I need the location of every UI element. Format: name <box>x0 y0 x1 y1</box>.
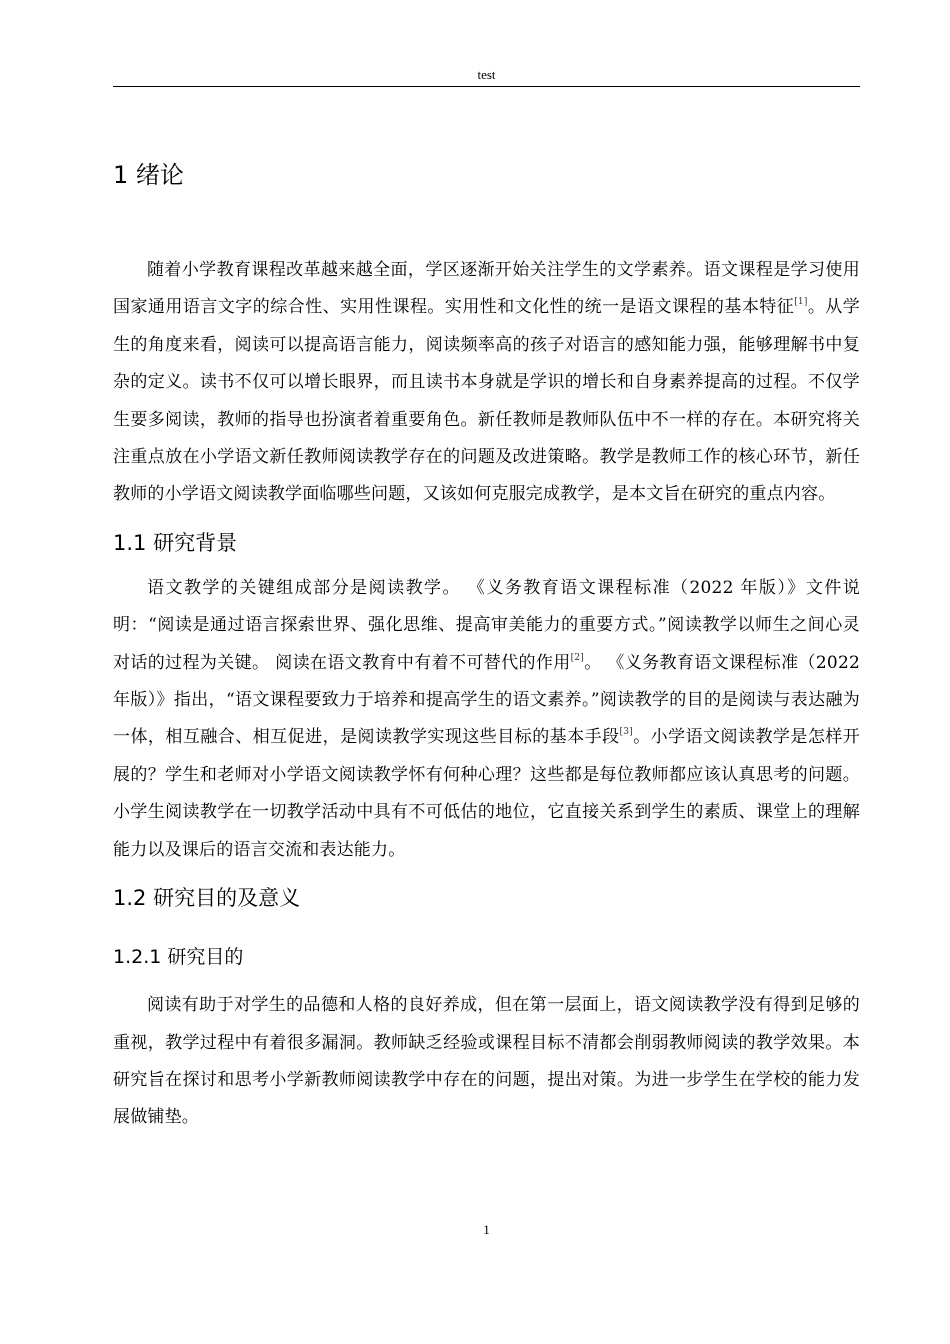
page-number: 1 <box>483 1222 490 1237</box>
section-1-2-title: 1.2 研究目的及意义 <box>113 886 301 911</box>
intro-paragraph <box>113 252 860 514</box>
intro-text-b: 。从学生的角度来看，阅读可以提高语言能力，阅读频率高的孩子对语言的感知能力强，能够理解书中复杂的定义。读书不仅可以增长眼界，而且读书本身就是学识的增长和自身素养提高的过程。不仅学生要多阅读，教师的指导也扮演者着重要角色。新任教师是教师队伍中不一样的存在。本研究将关注重点放在小学语文新任教师阅读教学存在的问题及改进策略。教学是教师工作的核心环节，新任教师的小学语文阅读教学面临哪些问题，又该如何克服完成教学，是本文旨在研究的重点内容。 <box>113 297 860 505</box>
citation-3: [3] <box>619 727 633 738</box>
purpose-paragraph: 阅读有助于对学生的品德和人格的良好养成，但在第一层面上，语文阅读教学没有得到足够的重视，教学过程中有着很多漏洞。教师缺乏经验或课程目标不清都会削弱教师阅读的教学效果。本研究旨在探讨和思考小学新教师阅读教学中存在的问题，提出对策。为进一步学生在学校的能力发展做铺垫。 <box>113 995 860 1128</box>
citation-2: [2] <box>570 652 585 663</box>
header-rule <box>113 86 860 87</box>
background-text-a: 语文教学的关键组成部分是阅读教学。 《义务教育语文课程标准（2022 年版）》文件说明：“阅读是通过语言探索世界、强化思维、提高审美能力的重要方式。”阅读教学以师生之间心灵对话的过程为关键。 阅读在语文教育中有着不可替代的作用 <box>113 577 860 673</box>
section-1-2-1-title: 1.2.1 研究目的 <box>113 946 244 969</box>
background-paragraph <box>113 570 860 869</box>
document-body <box>113 150 860 1137</box>
intro-text-a: 随着小学教育课程改革越来越全面，学区逐渐开始关注学生的文学素养。语文课程是学习使用国家通用语言文字的综合性、实用性课程。实用性和文化性的统一是语文课程的基本特征 <box>113 260 860 318</box>
chapter-title: 1 绪论 <box>113 161 184 189</box>
page-header: test <box>477 67 496 82</box>
background-text-c: 。小学语文阅读教学是怎样开展的？学生和老师对小学语文阅读教学怀有何种心理？这些都是每位教师都应该认真思考的问题。小学生阅读教学在一切教学活动中具有不可低估的地位，它直接关系到学生的素质、课堂上的理解能力以及课后的语言交流和表达能力。 <box>113 727 860 860</box>
section-1-1-title: 1.1 研究背景 <box>113 530 238 555</box>
background-text-b: 。 《义务教育语文课程标准（2022 年版）》指出，“语文课程要致力于培养和提高学生的语文素养。”阅读教学的目的是阅读与表达融为一体，相互融合、相互促进，是阅读教学实现这些目标的基本手段 <box>113 652 860 748</box>
citation-1: [1] <box>794 297 808 308</box>
